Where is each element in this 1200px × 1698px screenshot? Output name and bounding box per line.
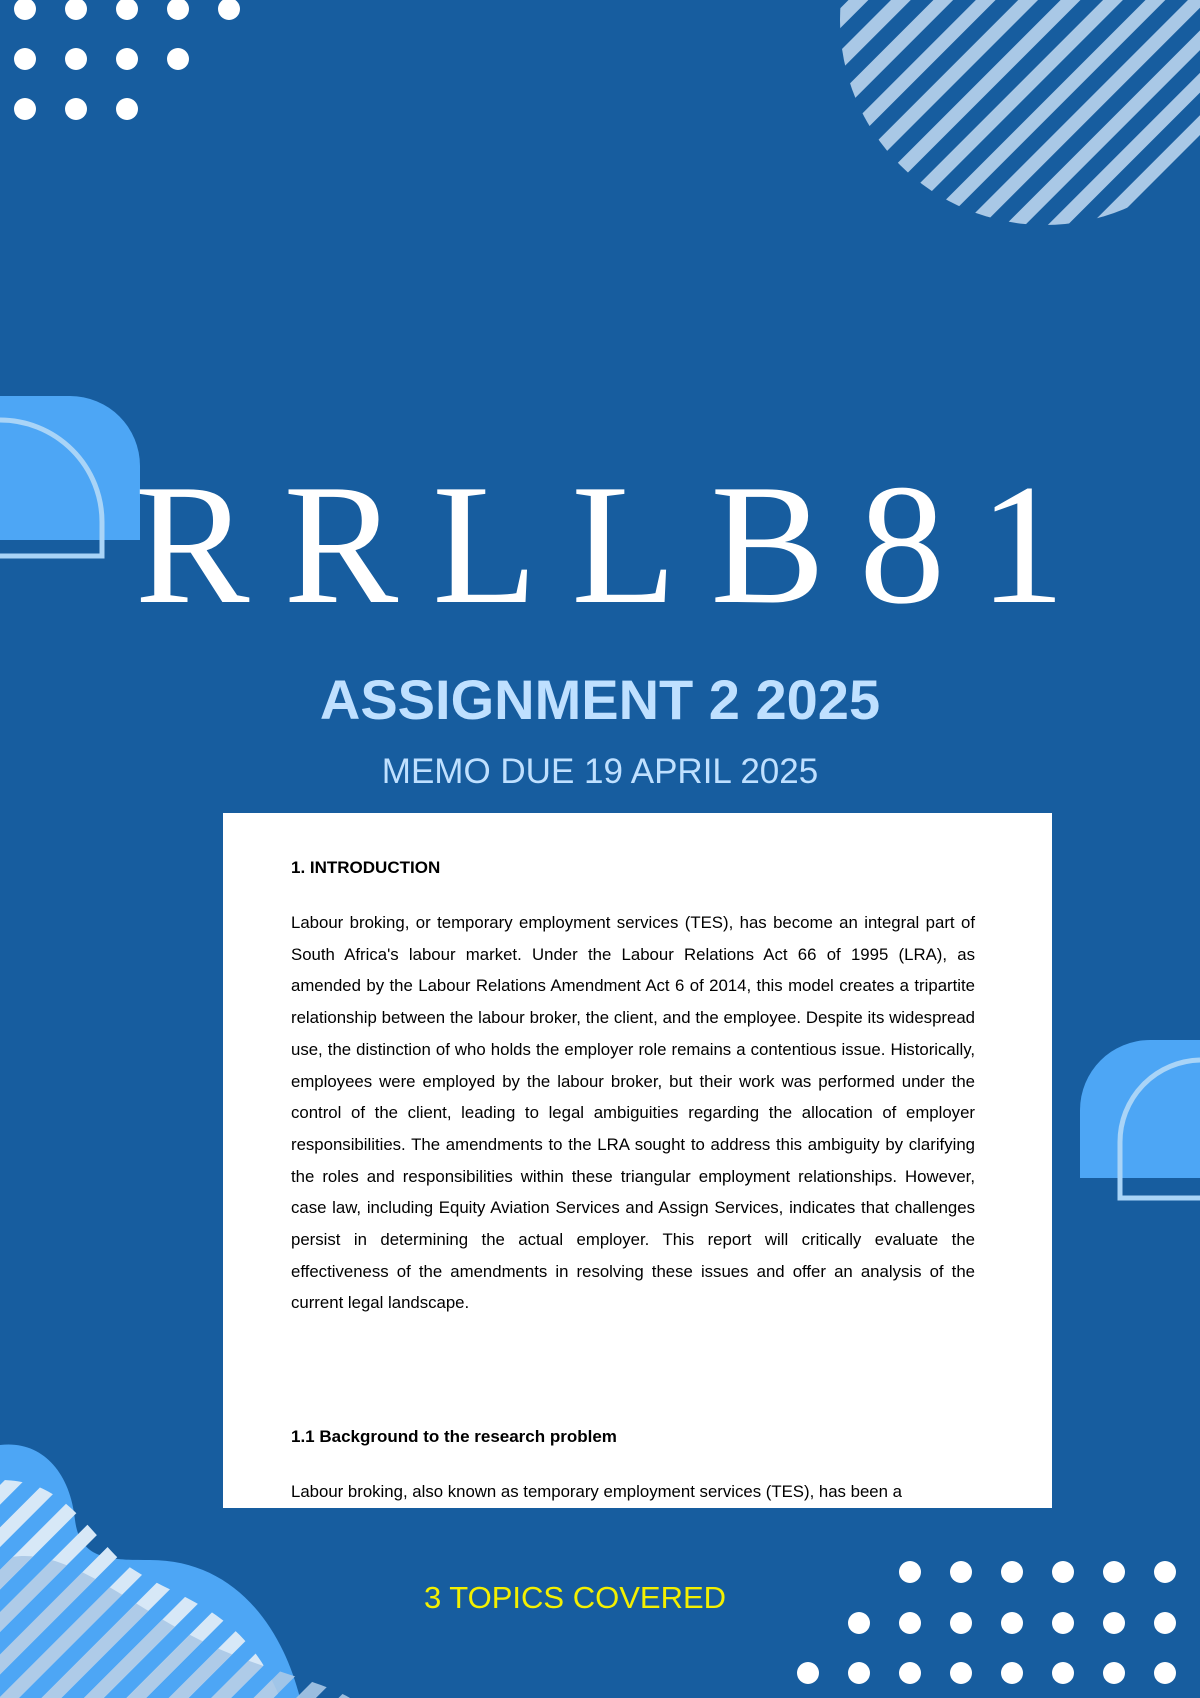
dot-grid-top-left bbox=[14, 0, 240, 120]
document-preview-page bbox=[223, 813, 1052, 1508]
section-1-1-heading: 1.1 Background to the research problem bbox=[291, 1427, 617, 1446]
half-disc-right bbox=[1080, 1040, 1200, 1198]
section-1-1-body: Labour broking, also known as temporary employment services (TES), has been a bbox=[291, 1482, 902, 1501]
section-1-body: Labour broking, or temporary employment services (TES), has become an integral part of South Africa's labour market. Under the Labour Relations Act 66 of 1995 (LRA), as amended by the Labour Relations Amendment Act 6 of 2014, this model creates a tripartite relationship between the labour broker, the client, and the employee. Despite its widespread use, the distinction of who holds the employer role remains a contentious issue. Historically, employees were employed by the labour broker, but their work was performed under the control of the client, leading to legal ambiguities regarding the allocation of employer responsibilities. The amendments to the LRA sought to address this ambiguity by clarifying the roles and responsibilities within these triangular employment relationships. However, case law, including Equity Aviation Services and Assign Services, indicates that challenges persist in determining the actual employer. This report will critically evaluate the effectiveness of the amendments in resolving these issues and offer an analysis of the current legal landscape. bbox=[291, 913, 975, 1313]
course-code-title: RRLLB81 bbox=[134, 450, 1100, 640]
topics-covered-note: 3 TOPICS COVERED bbox=[423, 1580, 727, 1615]
assignment-title: ASSIGNMENT 2 2025 bbox=[319, 668, 881, 731]
striped-circle-top-right bbox=[840, 0, 1200, 225]
section-1-heading: 1. INTRODUCTION bbox=[291, 858, 441, 877]
memo-due-date: MEMO DUE 19 APRIL 2025 bbox=[381, 752, 819, 791]
